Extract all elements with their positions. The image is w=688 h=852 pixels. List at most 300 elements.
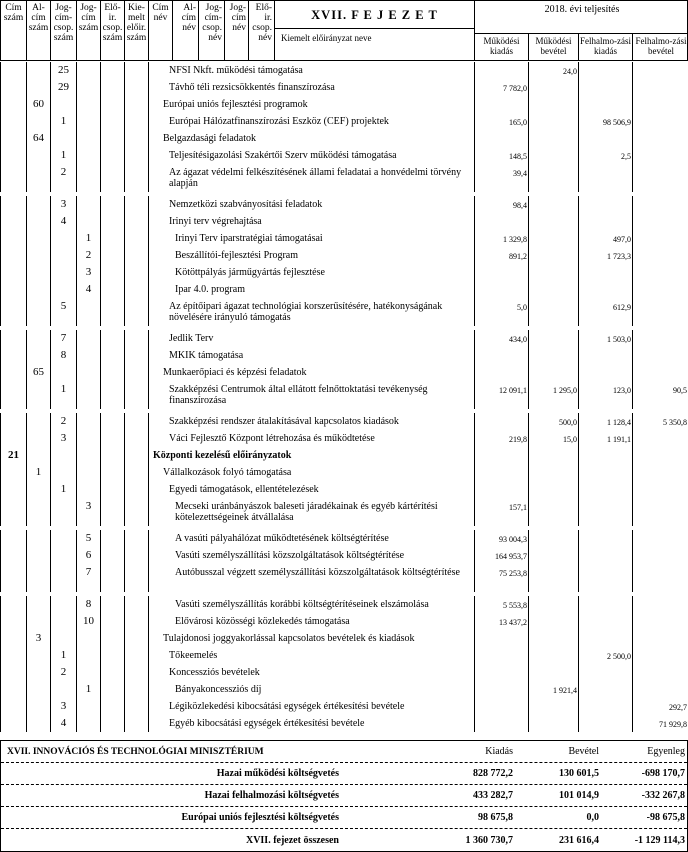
appropriation-name: Autóbusszal végzett személyszállítási közszolgáltatások költségtérítése — [149, 564, 475, 592]
capital-revenue-cell — [633, 147, 688, 164]
eloir-number-cell — [101, 113, 125, 130]
table-row — [0, 630, 688, 647]
row-group — [0, 62, 688, 192]
kiemelt-number-cell — [125, 147, 149, 164]
jcs-number-cell: 5 — [51, 298, 77, 326]
table-row — [0, 147, 688, 164]
operating-expenditure-cell — [475, 647, 529, 664]
capital-expenditure-cell: 497,0 — [579, 230, 633, 247]
row-group — [0, 330, 688, 409]
jcs-number-cell: 25 — [51, 62, 77, 79]
operating-expenditure-cell: 5 553,8 — [475, 596, 529, 613]
capital-revenue-cell — [633, 498, 688, 526]
appropriation-name: Az ágazat védelmi felkészítésének állami feladatai a honvédelmi törvény alapján — [149, 164, 475, 192]
eloir-number-cell — [101, 630, 125, 647]
jcs-number-cell: 1 — [51, 113, 77, 130]
alcim-number-cell — [27, 613, 51, 630]
table-row — [0, 213, 688, 230]
jcs-number-cell — [51, 264, 77, 281]
operating-expenditure-cell: 157,1 — [475, 498, 529, 526]
kiemelt-number-cell — [125, 613, 149, 630]
alcim-number-cell — [27, 564, 51, 592]
capital-revenue-cell: 292,7 — [633, 698, 688, 715]
alcim-number-cell: 65 — [27, 364, 51, 381]
summary-value: -1 129 114,3 — [634, 834, 685, 846]
jcs-number-cell — [51, 498, 77, 526]
capital-expenditure-cell: 123,0 — [579, 381, 633, 409]
jc-number-cell: 3 — [77, 264, 101, 281]
summary-value: 1 360 730,7 — [465, 834, 513, 846]
value-col-header: Működési bevétel — [529, 34, 579, 60]
kiemelt-number-cell — [125, 330, 149, 347]
capital-expenditure-cell — [579, 62, 633, 79]
cim-number-cell — [1, 381, 27, 409]
jc-number-cell: 3 — [77, 498, 101, 526]
alcim-number-cell — [27, 79, 51, 96]
cim-number-cell — [1, 213, 27, 230]
alcim-number-cell — [27, 498, 51, 526]
name-column-header: Kiemelt előirányzat neve — [281, 33, 372, 43]
summary-row — [1, 807, 687, 829]
operating-expenditure-cell — [475, 447, 529, 464]
jc-number-cell: 6 — [77, 547, 101, 564]
table-row — [0, 647, 688, 664]
table-row — [0, 681, 688, 698]
summary-row — [1, 785, 687, 807]
alcim-number-cell — [27, 330, 51, 347]
operating-expenditure-cell: 1 329,8 — [475, 230, 529, 247]
capital-revenue-cell — [633, 247, 688, 264]
jc-number-cell — [77, 647, 101, 664]
kiemelt-number-cell — [125, 247, 149, 264]
eloir-number-cell — [101, 564, 125, 592]
table-row — [0, 62, 688, 79]
alcim-number-cell — [27, 530, 51, 547]
alcim-number-cell — [27, 213, 51, 230]
alcim-number-cell — [27, 664, 51, 681]
table-row — [0, 364, 688, 381]
table-row — [0, 230, 688, 247]
table-row — [0, 715, 688, 732]
kiemelt-number-cell — [125, 364, 149, 381]
appropriation-name: Jedlik Terv — [149, 330, 475, 347]
summary-value: -698 170,7 — [641, 768, 685, 779]
operating-revenue-cell: 15,0 — [529, 430, 579, 447]
alcim-number-cell: 64 — [27, 130, 51, 147]
jcs-number-cell — [51, 564, 77, 592]
jc-number-cell — [77, 62, 101, 79]
operating-revenue-cell — [529, 130, 579, 147]
capital-revenue-cell — [633, 298, 688, 326]
summary-row — [1, 763, 687, 785]
alcim-number-cell — [27, 681, 51, 698]
operating-expenditure-cell: 165,0 — [475, 113, 529, 130]
kiemelt-number-cell — [125, 298, 149, 326]
jc-number-cell — [77, 664, 101, 681]
appropriation-name: Európai uniós fejlesztési programok — [149, 96, 475, 113]
appropriation-name: Vasúti személyszállítási közszolgáltatások költségtérítése — [149, 547, 475, 564]
jc-number-cell — [77, 196, 101, 213]
alcim-number-cell — [27, 247, 51, 264]
operating-expenditure-cell — [475, 413, 529, 430]
appropriation-name: Irinyi Terv iparstratégiai támogatásai — [149, 230, 475, 247]
cim-number-cell — [1, 596, 27, 613]
kiemelt-number-cell — [125, 547, 149, 564]
operating-expenditure-cell — [475, 364, 529, 381]
table-row — [0, 698, 688, 715]
jcs-number-cell: 3 — [51, 196, 77, 213]
eloir-number-cell — [101, 96, 125, 113]
capital-expenditure-cell — [579, 547, 633, 564]
table-row — [0, 430, 688, 447]
operating-expenditure-cell — [475, 715, 529, 732]
operating-revenue-cell — [529, 330, 579, 347]
appropriation-name: Szakképzési rendszer átalakításával kapcsolatos kiadások — [149, 413, 475, 430]
operating-expenditure-cell: 148,5 — [475, 147, 529, 164]
summary-value: 231 616,4 — [559, 834, 599, 846]
cim-number-cell — [1, 430, 27, 447]
jcs-number-cell — [51, 464, 77, 481]
header-col-2: Jog-cím-csop. szám — [51, 1, 77, 60]
alcim-number-cell — [27, 715, 51, 732]
capital-expenditure-cell — [579, 281, 633, 298]
jcs-number-cell: 7 — [51, 330, 77, 347]
operating-expenditure-cell: 5,0 — [475, 298, 529, 326]
jc-number-cell — [77, 164, 101, 192]
cim-number-cell — [1, 113, 27, 130]
jc-number-cell — [77, 447, 101, 464]
kiemelt-number-cell — [125, 498, 149, 526]
operating-expenditure-cell: 98,4 — [475, 196, 529, 213]
summary-col-header: Egyenleg — [647, 746, 685, 757]
cim-number-cell — [1, 230, 27, 247]
eloir-number-cell — [101, 79, 125, 96]
summary-col-header: Bevétel — [568, 746, 599, 757]
alcim-number-cell — [27, 113, 51, 130]
eloir-number-cell — [101, 213, 125, 230]
table-row — [0, 498, 688, 526]
operating-expenditure-cell — [475, 698, 529, 715]
appropriation-name: Koncessziós bevételek — [149, 664, 475, 681]
operating-expenditure-cell: 434,0 — [475, 330, 529, 347]
capital-revenue-cell — [633, 230, 688, 247]
capital-revenue-cell — [633, 347, 688, 364]
cim-number-cell — [1, 62, 27, 79]
alcim-number-cell — [27, 413, 51, 430]
eloir-number-cell — [101, 264, 125, 281]
eloir-number-cell — [101, 247, 125, 264]
operating-expenditure-cell — [475, 62, 529, 79]
eloir-number-cell — [101, 481, 125, 498]
jcs-number-cell: 3 — [51, 698, 77, 715]
jc-number-cell — [77, 381, 101, 409]
appropriation-name: Európai Hálózatfinanszírozási Eszköz (CEF) projektek — [149, 113, 475, 130]
alcim-number-cell — [27, 147, 51, 164]
cim-number-cell — [1, 681, 27, 698]
summary-value: 828 772,2 — [473, 768, 513, 779]
summary-value: 130 601,5 — [559, 768, 599, 779]
cim-number-cell — [1, 481, 27, 498]
table-row — [0, 530, 688, 547]
table-row — [0, 264, 688, 281]
cim-number-cell — [1, 364, 27, 381]
appropriation-name: Egyedi támogatások, ellentételezések — [149, 481, 475, 498]
eloir-number-cell — [101, 447, 125, 464]
alcim-number-cell — [27, 298, 51, 326]
alcim-number-cell — [27, 281, 51, 298]
appropriation-name: Mecseki uránbányászok baleseti járadékainak és egyéb kártérítési kötelezettségeinek átvállalása — [149, 498, 475, 526]
operating-revenue-cell — [529, 247, 579, 264]
kiemelt-number-cell — [125, 530, 149, 547]
table-header — [0, 0, 688, 61]
operating-revenue-cell: 1 295,0 — [529, 381, 579, 409]
cim-number-cell — [1, 281, 27, 298]
operating-expenditure-cell: 164 953,7 — [475, 547, 529, 564]
operating-expenditure-cell — [475, 264, 529, 281]
capital-revenue-cell — [633, 364, 688, 381]
summary-value: 101 014,9 — [559, 790, 599, 801]
appropriation-name: Bányakoncessziós díj — [149, 681, 475, 698]
kiemelt-number-cell — [125, 464, 149, 481]
eloir-number-cell — [101, 330, 125, 347]
eloir-number-cell — [101, 613, 125, 630]
capital-revenue-cell — [633, 630, 688, 647]
cim-number-cell — [1, 264, 27, 281]
kiemelt-number-cell — [125, 698, 149, 715]
capital-revenue-cell — [633, 281, 688, 298]
appropriation-name: Szakképzési Centrumok által ellátott felnőttoktatási tevékenység finanszírozása — [149, 381, 475, 409]
capital-expenditure-cell — [579, 596, 633, 613]
jc-number-cell — [77, 698, 101, 715]
jcs-number-cell — [51, 547, 77, 564]
cim-number-cell — [1, 630, 27, 647]
chapter-summary-table — [0, 740, 688, 852]
eloir-number-cell — [101, 164, 125, 192]
kiemelt-number-cell — [125, 130, 149, 147]
eloir-number-cell — [101, 647, 125, 664]
operating-revenue-cell — [529, 530, 579, 547]
summary-value: 433 282,7 — [473, 790, 513, 801]
kiemelt-number-cell — [125, 430, 149, 447]
jc-number-cell — [77, 464, 101, 481]
jc-number-cell — [77, 715, 101, 732]
capital-revenue-cell — [633, 213, 688, 230]
table-row — [0, 347, 688, 364]
header-col-1: Al-cím szám — [27, 1, 51, 60]
capital-expenditure-cell — [579, 564, 633, 592]
operating-revenue-cell — [529, 498, 579, 526]
table-row — [0, 298, 688, 326]
capital-revenue-cell — [633, 447, 688, 464]
ministry-title: XVII. INNOVÁCIÓS ÉS TECHNOLÓGIAI MINISZTÉRIUM — [7, 746, 264, 757]
appropriation-name: Ipar 4.0. program — [149, 281, 475, 298]
table-row — [0, 247, 688, 264]
row-group — [0, 196, 688, 326]
capital-revenue-cell — [633, 530, 688, 547]
appropriation-name: Vasúti személyszállítás korábbi költségtérítéseinek elszámolása — [149, 596, 475, 613]
kiemelt-number-cell — [125, 164, 149, 192]
jcs-number-cell — [51, 130, 77, 147]
kiemelt-number-cell — [125, 481, 149, 498]
operating-expenditure-cell: 13 437,2 — [475, 613, 529, 630]
alcim-number-cell — [27, 196, 51, 213]
cim-number-cell — [1, 96, 27, 113]
alcim-number-cell — [27, 447, 51, 464]
table-row — [0, 413, 688, 430]
cim-number-cell — [1, 498, 27, 526]
table-row — [0, 96, 688, 113]
jcs-number-cell — [51, 530, 77, 547]
cim-number-cell — [1, 164, 27, 192]
appropriations-table-body — [0, 62, 688, 732]
cim-number-cell — [1, 196, 27, 213]
capital-expenditure-cell — [579, 664, 633, 681]
jcs-number-cell — [51, 681, 77, 698]
kiemelt-number-cell — [125, 113, 149, 130]
eloir-number-cell — [101, 698, 125, 715]
eloir-number-cell — [101, 230, 125, 247]
chapter-title-block — [275, 1, 475, 60]
operating-revenue-cell — [529, 196, 579, 213]
cim-number-cell — [1, 664, 27, 681]
alcim-number-cell — [27, 381, 51, 409]
appropriation-name: MKIK támogatása — [149, 347, 475, 364]
eloir-number-cell — [101, 281, 125, 298]
capital-revenue-cell: 5 350,8 — [633, 413, 688, 430]
operating-revenue-cell — [529, 596, 579, 613]
capital-expenditure-cell: 2 500,0 — [579, 647, 633, 664]
kiemelt-number-cell — [125, 564, 149, 592]
operating-expenditure-cell: 75 253,8 — [475, 564, 529, 592]
eloir-number-cell — [101, 596, 125, 613]
summary-label: Európai uniós fejlesztési költségvetés — [181, 812, 339, 823]
row-group — [0, 596, 688, 732]
kiemelt-number-cell — [125, 230, 149, 247]
eloir-number-cell — [101, 464, 125, 481]
capital-revenue-cell — [633, 330, 688, 347]
table-row — [0, 547, 688, 564]
value-col-header: Felhalmo-zási bevétel — [635, 36, 687, 56]
jcs-number-cell — [51, 247, 77, 264]
header-col-8: Jog-cím-csop. név — [199, 1, 225, 60]
capital-revenue-cell — [633, 647, 688, 664]
capital-revenue-cell — [633, 264, 688, 281]
table-row — [0, 464, 688, 481]
operating-revenue-cell: 1 921,4 — [529, 681, 579, 698]
operating-revenue-cell — [529, 79, 579, 96]
capital-revenue-cell — [633, 164, 688, 192]
operating-expenditure-cell — [475, 213, 529, 230]
operating-revenue-cell — [529, 347, 579, 364]
summary-value: 0,0 — [586, 812, 599, 823]
alcim-number-cell: 60 — [27, 96, 51, 113]
appropriation-name: Távhő téli rezsicsökkentés finanszírozása — [149, 79, 475, 96]
appropriation-name: Munkaerőpiaci és képzési feladatok — [149, 364, 475, 381]
kiemelt-number-cell — [125, 681, 149, 698]
header-col-10: Elő-ir. csop. név — [249, 1, 275, 60]
eloir-number-cell — [101, 715, 125, 732]
operating-revenue-cell — [529, 213, 579, 230]
kiemelt-number-cell — [125, 79, 149, 96]
summary-col-header: Kiadás — [485, 746, 513, 757]
header-col-6: Cím név — [149, 1, 173, 60]
appropriation-name: Nemzetközi szabványosítási feladatok — [149, 196, 475, 213]
operating-expenditure-cell: 7 782,0 — [475, 79, 529, 96]
kiemelt-number-cell — [125, 281, 149, 298]
jcs-number-cell: 2 — [51, 413, 77, 430]
summary-label: Hazai felhalmozási költségvetés — [204, 790, 339, 801]
capital-revenue-cell — [633, 96, 688, 113]
operating-revenue-cell: 500,0 — [529, 413, 579, 430]
table-row — [0, 196, 688, 213]
jc-number-cell: 4 — [77, 281, 101, 298]
appropriation-name: Teljesítésigazolási Szakértői Szerv működési támogatása — [149, 147, 475, 164]
table-row — [0, 381, 688, 409]
kiemelt-number-cell — [125, 347, 149, 364]
operating-revenue-cell — [529, 96, 579, 113]
capital-revenue-cell — [633, 564, 688, 592]
capital-expenditure-cell — [579, 481, 633, 498]
appropriation-name: Az építőipari ágazat technológiai korszerűsítésére, hatékonyságának növelésére irányuló támogatás — [149, 298, 475, 326]
cim-number-cell — [1, 464, 27, 481]
eloir-number-cell — [101, 681, 125, 698]
capital-revenue-cell — [633, 62, 688, 79]
alcim-number-cell — [27, 264, 51, 281]
capital-expenditure-cell — [579, 364, 633, 381]
jc-number-cell — [77, 330, 101, 347]
alcim-number-cell — [27, 596, 51, 613]
jcs-number-cell: 1 — [51, 481, 77, 498]
summary-label: XVII. fejezet összesen — [245, 834, 339, 846]
jcs-number-cell — [51, 281, 77, 298]
table-row — [0, 113, 688, 130]
capital-expenditure-cell — [579, 196, 633, 213]
capital-revenue-cell — [633, 681, 688, 698]
jc-number-cell: 2 — [77, 247, 101, 264]
operating-expenditure-cell — [475, 664, 529, 681]
table-row — [0, 447, 688, 464]
capital-expenditure-cell: 98 506,9 — [579, 113, 633, 130]
cim-number-cell — [1, 347, 27, 364]
operating-expenditure-cell — [475, 96, 529, 113]
operating-expenditure-cell: 891,2 — [475, 247, 529, 264]
appropriation-name: Váci Fejlesztő Központ létrehozása és működtetése — [149, 430, 475, 447]
jc-number-cell — [77, 147, 101, 164]
eloir-number-cell — [101, 298, 125, 326]
appropriation-name: Belgazdasági feladatok — [149, 130, 475, 147]
cim-number-cell — [1, 130, 27, 147]
header-col-0: Cím szám — [1, 1, 27, 60]
capital-revenue-cell — [633, 113, 688, 130]
appropriation-name: Központi kezelésű előirányzatok — [149, 447, 475, 464]
operating-expenditure-cell: 93 004,3 — [475, 530, 529, 547]
operating-revenue-cell — [529, 230, 579, 247]
appropriation-name: Légiközlekedési kibocsátási egységek értékesítési bevétele — [149, 698, 475, 715]
table-row — [0, 330, 688, 347]
kiemelt-number-cell — [125, 381, 149, 409]
jcs-number-cell: 29 — [51, 79, 77, 96]
kiemelt-number-cell — [125, 62, 149, 79]
cim-number-cell — [1, 147, 27, 164]
table-row — [0, 613, 688, 630]
appropriation-name: Tulajdonosi joggyakorlással kapcsolatos bevételek és kiadások — [149, 630, 475, 647]
operating-revenue-cell — [529, 298, 579, 326]
operating-expenditure-cell — [475, 630, 529, 647]
capital-revenue-cell — [633, 613, 688, 630]
operating-revenue-cell — [529, 547, 579, 564]
jcs-number-cell: 3 — [51, 430, 77, 447]
cim-number-cell — [1, 564, 27, 592]
